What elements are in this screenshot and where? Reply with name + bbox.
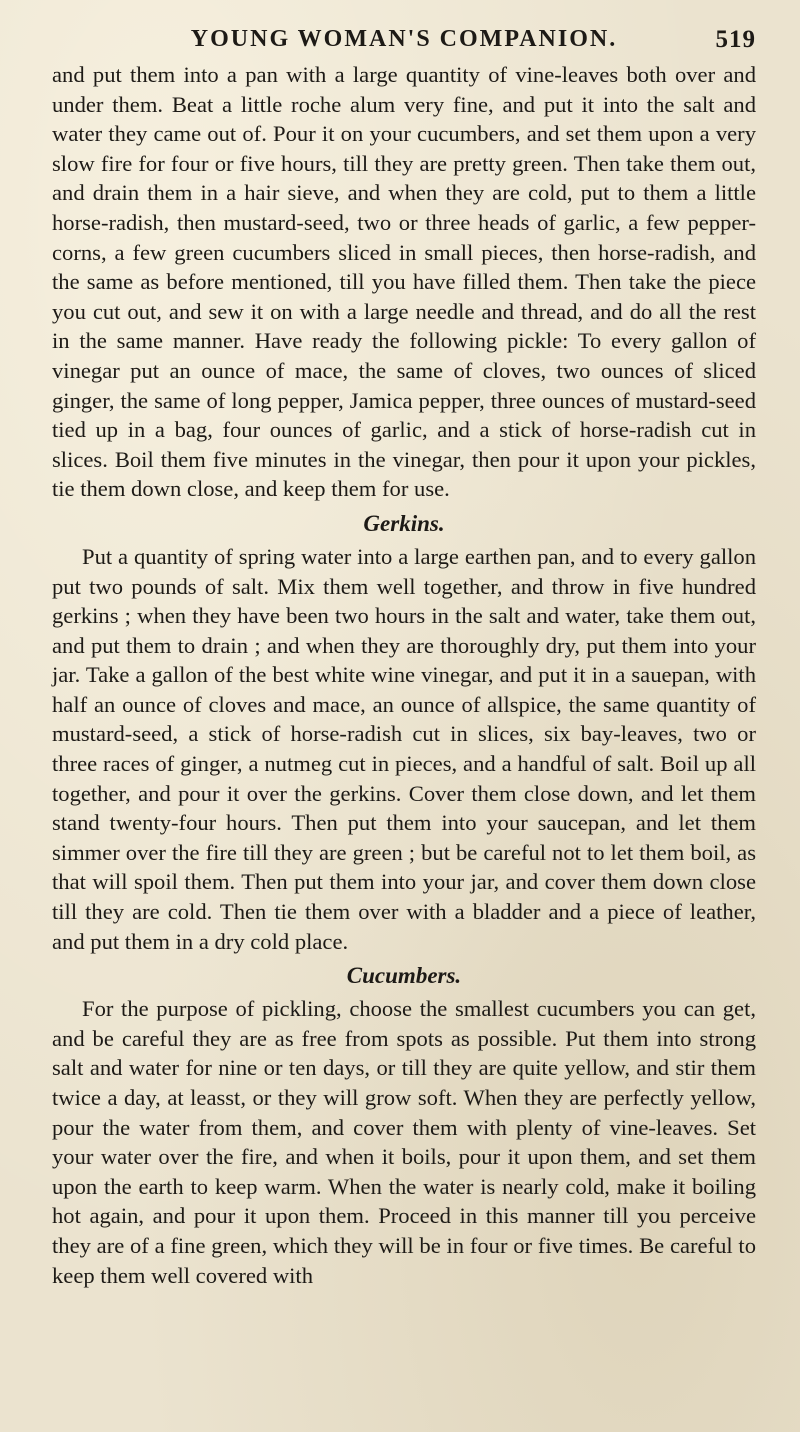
- running-head-title: YOUNG WOMAN'S COMPANION.: [190, 26, 618, 52]
- intro-paragraph: and put them into a pan with a large quantity of vine-leaves both over and under them. Beat a little roche alum very fine, and put it into the salt and water they came out of. Pour it on your cucumbers, and set them upon a very slow fire for four or five hours, till they are pretty green. Then take them out, and drain them in a hair sieve, and when they are cold, put to them a little horse-radish, then mustard-seed, two or three heads of garlic, a few pepper-corns, a few green cucumbers sliced in small pieces, then horse-radish, and the same as before mentioned, till you have filled them. Then take the piece you cut out, and sew it on with a large needle and thread, and do all the rest in the same manner. Have ready the following pickle: To every gallon of vinegar put an ounce of mace, the same of cloves, two ounces of sliced ginger, the same of long pepper, Jamica pepper, three ounces of mustard-seed tied up in a bag, four ounces of garlic, and a stick of horse-radish cut in slices. Boil them five minutes in the vinegar, then pour it upon your pickles, tie them down close, and keep them for use.: [52, 62, 756, 502]
- section-heading-gerkins: Gerkins.: [363, 510, 445, 536]
- running-head: [52, 26, 756, 60]
- gerkins-paragraph: Put a quantity of spring water into a large earthen pan, and to every gallon put two pounds of salt. Mix them well together, and throw in five hundred gerkins ; when they have been two hours in the salt and water, take them out, and put them to drain ; and when they are thoroughly dry, put them into your jar. Take a gallon of the best white wine vinegar, and put it in a sauepan, with half an ounce of cloves and mace, an ounce of allspice, the same quantity of mustard-seed, a stick of horse-radish cut in slices, six bay-leaves, two or three races of ginger, a nutmeg cut in pieces, and a handful of salt. Boil up all together, and pour it over the gerkins. Cover them close down, and let them stand twenty-four hours. Then put them into your saucepan, and let them simmer over the fire till they are green ; but be careful not to let them boil, as that will spoil them. Then put them into your jar, and cover them down close till they are cold. Then tie them over with a bladder and a piece of leather, and put them in a dry cold place.: [52, 543, 756, 954]
- section-heading-cucumbers: Cucumbers.: [346, 963, 462, 989]
- cucumbers-paragraph: For the purpose of pickling, choose the smallest cucumbers you can get, and be careful they are as free from spots as possible. Put them into strong salt and water for nine or ten days, or till they are quite yellow, and stir them twice a day, at leasst, or they will grow soft. When they are perfectly yellow, pour the water from them, and cover them with plenty of vine-leaves. Set your water over the fire, and when it boils, pour it upon them, and set them upon the earth to keep warm. When the water is nearly cold, make it boiling hot again, and pour it upon them. Proceed in this manner till you perceive they are of a fine green, which they will be in four or five times. Be careful to keep them well covered with: [52, 996, 756, 1288]
- page-number: 519: [715, 26, 756, 53]
